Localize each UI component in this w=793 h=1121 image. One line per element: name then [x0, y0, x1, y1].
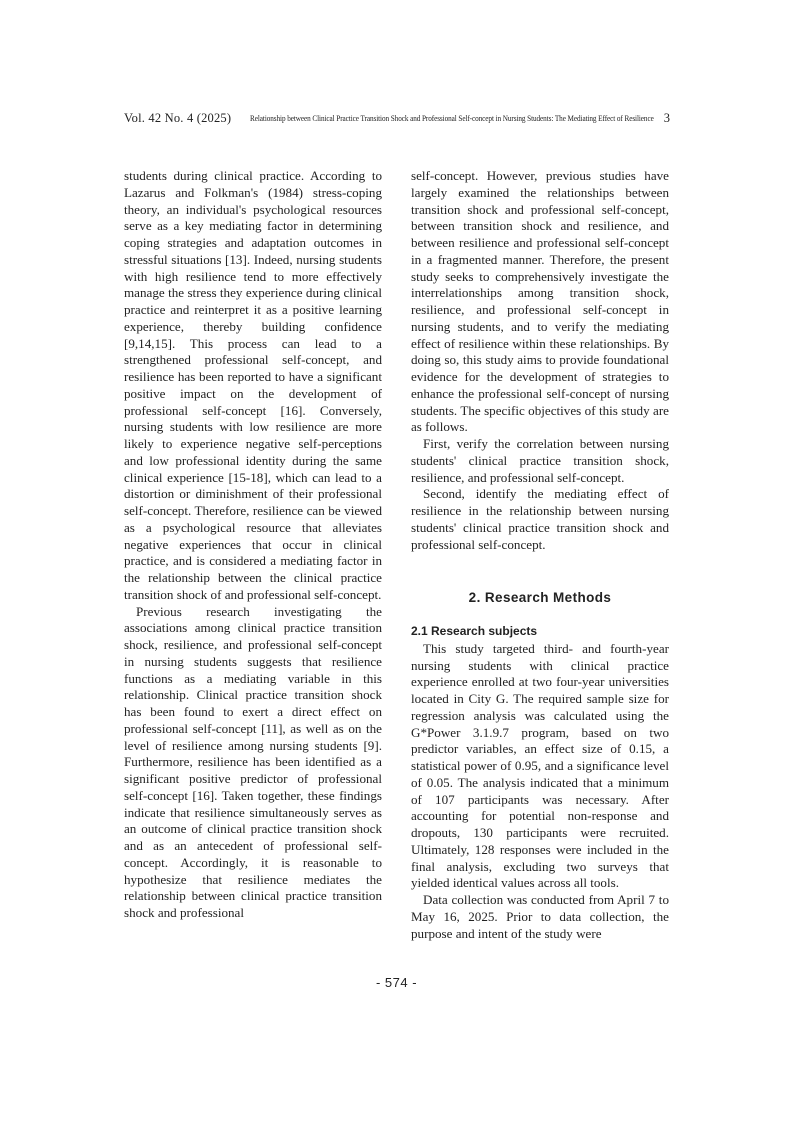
header-page-number: 3 — [663, 111, 670, 125]
paragraph: students during clinical practice. According to Lazarus and Folkman's (1984) stress-coping theory, an individual's psychological resources serve as a key mediating factor in determining coping strategies and adaptation outcomes in stressful situations [13]. Indeed, nursing students with high resilience tend to more effectively manage the stress they experience during clinical practice and reinterpret it as a positive learning experience, thereby building confidence [9,14,15]. This process can lead to a strengthened professional self-concept, and resilience has been reported to have a significant positive impact on the development of professional self-concept [16]. Conversely, nursing students with low resilience are more likely to experience negative self-perceptions and low professional identity during the same clinical experience [15-18], which can lead to a distortion or diminishment of their professional self-concept. Therefore, resilience can be viewed as a psychological resource that alleviates negative experiences that occur in clinical practice, and is considered a mediating factor in the relationship between the clinical practice transition shock of and professional self-concept. — [124, 168, 382, 602]
left-column — [124, 168, 382, 922]
paragraph: self-concept. However, previous studies have largely examined the relationships between transition shock and professional self-concept, between transition shock and resilience, and between resilience and professional self-concept in a fragmented manner. Therefore, the present study seeks to comprehensively investigate the interrelationships among transition shock, resilience, and professional self-concept in nursing students, and to verify the mediating effect of resilience within these relationships. By doing so, this study aims to provide foundational evidence for the development of strategies to enhance the professional self-concept of nursing students. The specific objectives of this study are as follows. — [411, 168, 669, 435]
page-footer: - 574 - — [375, 975, 418, 990]
section-heading: 2. Research Methods — [468, 590, 612, 606]
running-title: Relationship between Clinical Practice Transition Shock and Professional Self-concept in Nursing Students: The Mediating Effect of Resilience — [250, 113, 654, 123]
running-header — [124, 111, 670, 127]
paragraph: Previous research investigating the associations among clinical practice transition shock, resilience, and professional self-concept in nursing students suggests that resilience functions as a mediating variable in this relationship. Clinical practice transition shock has been found to exert a direct effect on professional self-concept [11], as well as on the level of resilience among nursing students [9]. Furthermore, resilience has been identified as a significant positive predictor of professional self-concept [16]. Taken together, these findings indicate that resilience simultaneously serves as an outcome of clinical practice transition shock and as an antecedent of professional self-concept. Accordingly, it is reasonable to hypothesize that resilience mediates the relationship between clinical practice transition shock and professional — [124, 603, 382, 920]
right-column — [411, 168, 669, 942]
subsection-heading: 2.1 Research subjects — [411, 624, 538, 638]
paragraph: Data collection was conducted from April 7 to May 16, 2025. Prior to data collection, the purpose and intent of the study were — [411, 892, 669, 941]
paragraph: Second, identify the mediating effect of resilience in the relationship between nursing students' clinical practice transition shock and professional self-concept. — [411, 486, 669, 552]
paragraph: This study targeted third- and fourth-year nursing students with clinical practice experience enrolled at two four-year universities located in City G. The required sample size for regression analysis was calculated using the G*Power 3.1.9.7 program, based on two predictor variables, an effect size of 0.15, a statistical power of 0.95, and a significance level of 0.05. The analysis indicated that a minimum of 107 participants was necessary. After accounting for potential non-response and dropouts, 130 participants were recruited. Ultimately, 128 responses were included in the final analysis, excluding two surveys that yielded identical values across all tools. — [411, 640, 669, 891]
paragraph: First, verify the correlation between nursing students' clinical practice transition shock, resilience, and professional self-concept. — [411, 436, 669, 485]
journal-volume: Vol. 42 No. 4 (2025) — [124, 111, 232, 125]
